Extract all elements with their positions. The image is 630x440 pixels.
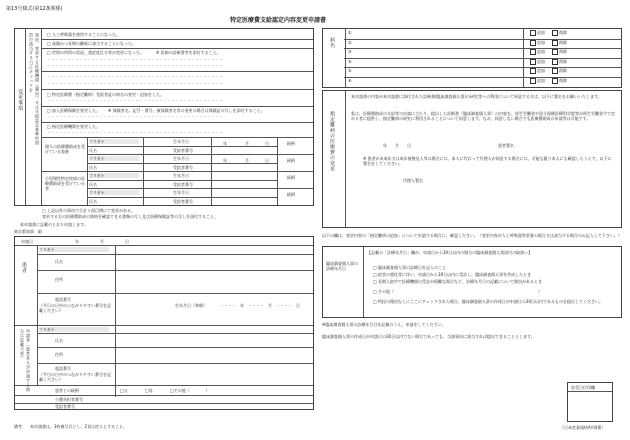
clinical-item-2[interactable]: □ 症状の悪化等に伴い、申請日から30日以内に受診し、臨床調査個人票を作成したとき <box>373 272 532 277</box>
right-low-para-2: 臨床調査個人票の作成日が申請日の30日以内でない場合であっても、当該事由に該当すれば提出できることとします。 <box>322 334 535 339</box>
row-divider <box>344 48 622 49</box>
right-low-intro: 以下の欄は、変更内容の「指定難病の追加」について申請する場合に、確認ください。（変更内容が人工呼吸器等装着の場合又は該当する場合のみ記入して下さい。） <box>322 233 622 238</box>
right-mid-section-label: 指定難病の医療費の変更 <box>329 111 335 172</box>
change-item-2: □ 高額かつ長期の継続に該当することになった。 <box>47 41 137 46</box>
number-label-3: 受給者番号 <box>173 182 193 187</box>
patient-phone: 電話番号 <box>55 297 71 302</box>
relation-label-1: 続柄 <box>287 141 295 146</box>
relation-label-2: 続柄 <box>287 158 295 163</box>
apply-month: 月 <box>100 239 104 244</box>
disease-row-num: ① <box>348 30 352 35</box>
apply-year: 年 <box>75 239 79 244</box>
guardian-addr: 住所 <box>55 352 63 357</box>
receipt-stamp-box <box>567 382 613 422</box>
family-group-1-label: 個人の医療費助成を受けている家族 <box>45 144 85 154</box>
left-footnote-1: □ 上記以外の事由で合計１項目増にて変更がある。 <box>42 208 136 213</box>
birth-label-1: 生年月日 <box>173 139 189 144</box>
number-label-2: 受給者番号 <box>173 165 193 170</box>
patient-birth-label: 生年月日（和暦） <box>175 303 207 308</box>
row-divider <box>344 67 622 68</box>
kana-label-3: フリガナ <box>89 173 139 178</box>
guardian-section-label: 申請者（患者本人が申請する場合は記載不要） <box>20 329 31 392</box>
clinical-item-5[interactable]: □ 特段の理由なしにここにチェックされた場合、臨床調査個人票の作成日が申請日の30日以内であるものを提出してください。 <box>373 299 604 304</box>
kana-label-2: フリガナ <box>89 156 139 161</box>
disease-row-num: ④ <box>348 58 352 64</box>
add-checkbox[interactable]: 追加 <box>530 49 545 55</box>
day-label-1: 日 <box>265 141 269 146</box>
add-checkbox[interactable]: 追加 <box>530 30 545 36</box>
relation-opt-other[interactable]: □その他（ ） <box>170 388 210 393</box>
disease-row-num: ⑥ <box>348 78 352 83</box>
add-checkbox[interactable]: 追加 <box>530 40 545 46</box>
guardian-kana: フリガナ <box>39 327 109 332</box>
change-item-1: □ 人工呼吸器を使用することになった。 <box>47 32 249 37</box>
change-item-6: □ 特定医療費（指定難病）受給者証の病名の変更・追加をした。 <box>47 92 165 97</box>
disease-row-num: ③ <box>348 49 352 55</box>
clinical-item-3[interactable]: □ 長期入院中で医療機関の受診が困難な場合など、診療年月日の記載について理由があるとき <box>373 279 542 284</box>
change-item-4-text: ・・・・・・・・・・・・・・・・・・・・・・・・・・・・・・・・・・・・・・・・・・・・ <box>47 74 223 79</box>
bottom-note-label: 備考 <box>14 424 22 429</box>
year-label-1: 年 <box>223 141 227 146</box>
patient-phone-note: （平日の日中のつながりやすい番号を記載ください） <box>39 303 111 313</box>
change-item-8-text: ・・・・・・・・・・・・・・・・・・・・・・・・・・・・・・・・・・・・・・・・・・・・ <box>47 130 223 135</box>
relation-opt-father[interactable]: □父 <box>120 388 128 393</box>
change-item-4-text-2: ・・・・・・・・・・・・・・・・・・・・・・・・・・・・・・・・・・・・・・・・・・・・ <box>47 81 223 86</box>
guardian-name: 氏名 <box>55 338 63 343</box>
patient-kana: フリガナ <box>39 247 109 252</box>
right-mid-date: 年 月 日 <box>383 143 411 148</box>
disease-row-num: ⑤ <box>348 68 352 74</box>
delete-checkbox[interactable]: 削除 <box>552 78 567 84</box>
apply-day: 日 <box>125 239 129 244</box>
clinical-item-1[interactable]: □ 臨床調査個人票の診療日を記入のこと <box>373 265 447 270</box>
relation-row-label: 患者との続柄 <box>55 388 79 393</box>
name-label-2: 氏名 <box>89 165 97 170</box>
clinical-item-4[interactable]: □ その他（ ） <box>373 289 543 294</box>
guardian-phone: 電話番号 <box>55 366 71 371</box>
change-item-3-text: ・・・・・・・・・・・・・・・・・・・・・・・・・・・・・・・・・・・・・・・・・・・・ <box>47 57 223 62</box>
birth-label-4: 生年月日 <box>173 190 189 195</box>
delete-checkbox[interactable]: 削除 <box>552 40 567 46</box>
delete-checkbox[interactable]: 削除 <box>552 49 567 55</box>
name-label-3: 氏名 <box>89 182 97 187</box>
name-label-4: 氏名 <box>89 199 97 204</box>
birth-label-2: 生年月日 <box>173 156 189 161</box>
left-footnote-2: 変更する方の医療費助成の資格を確認できる書類の写し及び医療保険証等の写しを添付すること。 <box>42 214 218 219</box>
bottom-right-note: （日本産業規格A列4番） <box>560 425 606 430</box>
right-low-para-1: ※臨床調査個人票の診療年月日を記載のうえ、申請をしてください。 <box>322 322 446 327</box>
bottom-note: 本申請書は、3枚複写式とし、2頁は控えとすること。 <box>30 424 128 429</box>
add-checkbox[interactable]: 追加 <box>530 78 545 84</box>
day-label-2: 日 <box>265 158 269 163</box>
change-item-7-text: ・・・・・・・・・・・・・・・・・・・・・・・・・・・・・・・・・・・・・・・・・・・・ <box>47 114 223 119</box>
year-label-2: 年 <box>223 158 227 163</box>
change-item-3: □ 世帯の所得の状況、重症度区分等が変更になった。 ※ 医師の診断書等を添付すること。 <box>47 50 221 55</box>
add-checkbox[interactable]: 追加 <box>530 68 545 74</box>
changes-sub-label: 事由、変更する医療機関（薬局）又は支給認定基準世帯員の該当する□にチェックを <box>29 33 40 146</box>
patient-birth-value: ・・・・ 年 ・・・・ 月 ・・・・ 日 <box>220 303 300 308</box>
declaration-text: 本申請書に記載のとおり申請します。 <box>20 222 88 227</box>
kana-label-4: フリガナ <box>89 190 139 195</box>
right-mid-para-2: 私は、医療費助成の支給等の申請に当たり、提出した診断書（臨床調査個人票）の内容を、厚生労働省や国立保健医療科学院等が厚生労働省令で定める者に提供し、指定難病の研究に利用されることについて同意します。なお、同意しない場合でも医療費助成の申請等は可能です。 <box>351 111 615 121</box>
change-item-6-text: ・・・・・・・・・・・・・・・・・・・・・・・・・・・・・・・・・・・・・・・・・・・・ <box>47 98 223 103</box>
clinical-box <box>322 246 622 318</box>
form-number: 第13号様式(第12条関係) <box>6 6 63 12</box>
page-title: 特定医療費支給認定内容変更申請書 <box>230 17 327 24</box>
clinical-box-note: 【記載の「診療年月日」欄が、申請日から30日以内の場合の臨床調査個人票添付の取扱い】 <box>367 250 533 255</box>
patient-name: 氏名 <box>55 259 63 264</box>
change-item-8: □ 指定医療機関を変更した。 <box>47 124 101 129</box>
relation-opt-mother[interactable]: □母 <box>145 388 153 393</box>
right-mid-sign: 患者署名 <box>498 143 514 148</box>
recipient-number-label: 公費負担者番号 <box>55 397 83 402</box>
family-group-2-label: 小児慢性特定疾病の医療費助成を受けている者 <box>45 176 85 191</box>
row-divider <box>344 39 622 40</box>
birth-label-3: 生年月日 <box>173 173 189 178</box>
patient-section-label: 患者 <box>21 262 27 273</box>
delete-checkbox[interactable]: 削除 <box>552 59 567 65</box>
receipt-label: 収受日付印欄 <box>571 385 595 390</box>
left-top-table <box>14 28 314 206</box>
relation-label-3: 続柄 <box>287 175 295 180</box>
right-mid-para-1: 本申請書の内容が本申請書に添付された診断書(臨床調査個人票)の研究等への利用について同意する方は、以下に署名をお願いいたします。 <box>351 94 602 99</box>
patient-addr: 住所 <box>55 277 63 282</box>
month-label-1: 月 <box>245 141 249 146</box>
guardian-phone-note: （平日の日中のつながりやすい番号を記載ください） <box>39 372 111 382</box>
row-divider <box>344 58 622 59</box>
relation-label-4: 続柄 <box>287 192 295 197</box>
right-mid-table <box>322 90 622 228</box>
change-item-7: □ 加入医療保険を変更した。 ※ 保険者名、記号・番号、被保険者名等の変更の場合は保険証の写しを添付すること。 <box>47 108 265 113</box>
apply-date-label: 申請日 <box>21 239 33 244</box>
addressee: 東京都知事 殿 <box>14 229 42 234</box>
month-label-2: 月 <box>245 158 249 163</box>
kana-label-1: フリガナ <box>89 139 139 144</box>
right-mid-para-3: ※ 患者が未成年又は成年被後見人等の場合には、本人に代わって代理人が同意する場合には、可能な限り本人にも確認したうえで、以下に署名をしてください。 <box>363 156 612 166</box>
row-divider <box>344 77 622 78</box>
delete-checkbox[interactable]: 削除 <box>552 68 567 74</box>
right-top-label: 病名 <box>329 37 335 48</box>
change-item-3-text-2: ・・・・・・・・・・・・・・・・・・・・・・・・・・・・・・・・・・・・・・・・・・・・ <box>47 63 223 68</box>
applicant-table <box>14 236 314 410</box>
number-label-1: 受給者番号 <box>173 148 193 153</box>
delete-checkbox[interactable]: 削除 <box>552 30 567 36</box>
add-checkbox[interactable]: 追加 <box>530 59 545 65</box>
recipient-no-label: 受給者番号 <box>55 404 75 409</box>
clinical-box-label: 臨床調査個人票の診療年月日 <box>326 261 358 271</box>
right-mid-agent: 代理人署名 <box>403 178 423 183</box>
number-label-4: 受給者番号 <box>173 199 193 204</box>
changes-section-label: 変更事項 <box>17 89 23 111</box>
disease-row-num: ② <box>348 39 352 45</box>
name-label-1: 氏名 <box>89 148 97 153</box>
